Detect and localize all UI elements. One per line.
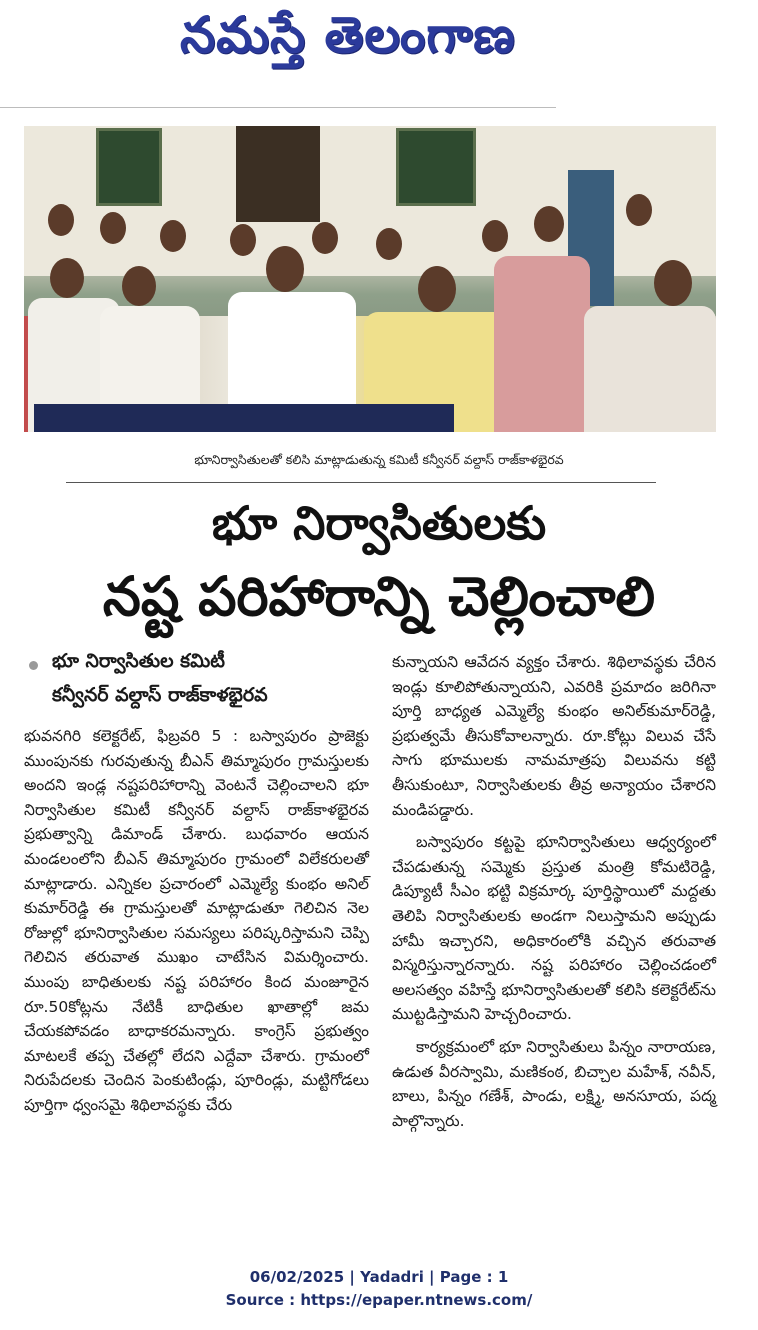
photo-table <box>34 404 454 432</box>
article-column-left <box>24 724 369 1118</box>
footer-edition-info: 06/02/2025 | Yadadri | Page : 1 <box>249 1268 509 1286</box>
photo-person-body <box>228 292 356 412</box>
subheadline-line-1: భూ నిర్వాసితుల కమిటీ <box>52 650 225 672</box>
article-paragraph: కున్నాయని ఆవేదన వ్యక్తం చేశారు. శిథిలావస్థకు చేరిన ఇండ్లు కూలిపోతున్నాయని, ఎవరికి ప్రమాదం జరిగినా పూర్తి బాధ్యత ఎమ్మెల్యే కుంభం అనిల్‌కుమార్‌రెడ్డి, ప్రభుత్వమే తీసుకోవాలన్నారు. రూ.కోట్లు విలువ చేసే సాగు భూములకు నామమాత్రపు విలువను కట్టి తీసుకుంటూ, నిర్వాసితులకు తీవ్ర అన్యాయం చేశారని మండిపడ్డారు. <box>392 653 716 819</box>
photo-person <box>48 204 74 236</box>
subheadline-line-2: కన్వీనర్ వల్దాస్ రాజ్‌కాళభైరవ <box>52 684 268 706</box>
photo-caption: భూనిర్వాసితులతో కలిసి మాట్లాడుతున్న కమిటీ కన్వీనర్ వల్దాస్ రాజ్‌కాళభైరవ <box>194 452 564 467</box>
photo-window-left <box>96 128 162 206</box>
footer-source-link[interactable]: Source : https://epaper.ntnews.com/ <box>225 1291 533 1309</box>
photo-person <box>230 224 256 256</box>
article-column-right <box>392 650 716 1141</box>
article-paragraph: బస్వాపురం కట్టపై భూనిర్వాసితులు ఆధ్వర్యంలో చేపడుతున్న సమ్మెకు ప్రస్తుత మంత్రి కోమటిరెడ్డి, డిప్యూటీ సీఎం భట్టి విక్రమార్క పూర్తిస్థాయిలో మద్దతు తెలిపి నిర్వాసితులకు అండగా నిలుస్తామని అప్పుడు హామీ ఇచ్చారని, అధికారంలోకి వచ్చిన తరువాత విస్మరిస్తున్నారన్నారు. నష్ట పరిహారం చెల్లించడంలో అలసత్వం వహిస్తే భూనిర్వాసితులతో కలిసి కలెక్టరేట్‌ను ముట్టడిస్తామని హెచ్చరించారు. <box>392 833 716 1024</box>
article-paragraph: భువనగిరి కలెక్టరేట్, ఫిబ్రవరి 5 : బస్వాపురం ప్రాజెక్టు ముంపునకు గురవుతున్న బీఎన్ తిమ్మాపురం గ్రామస్తులకు అందని ఇండ్ల నష్టపరిహారాన్ని వెంటనే చెల్లించాలని భూ నిర్వాసితుల కమిటీ కన్వీనర్ వల్దాస్ రాజ్‌కాళభైరవ ప్రభుత్వాన్ని డిమాండ్ చేశారు. బుధవారం ఆయన మండలంలోని బీఎన్ తిమ్మాపురం గ్రామంలో విలేకరులతో మాట్లాడారు. ఎన్నికల ప్రచారంలో ఎమ్మెల్యే కుంభం అనిల్ కుమార్‌రెడ్డి ఈ గ్రామస్తులతో మాట్లాడుతూ గెలిచిన నెల రోజుల్లో భూనిర్వాసితుల సమస్యలు పరిష్కరిస్తామని చెప్పి గెలిచిన తరువాత ముఖం చాటేసిన విమర్శించారు. ముంపు బాధితులకు నష్ట పరిహారం కింద మంజూరైన రూ.50కోట్లను నేటికీ బాధితుల ఖాతాల్లో జమ చేయకపోవడం బాధాకరమన్నారు. కాంగ్రెస్ ప్రభుత్వం మాటలకే తప్ప చేతల్లో లేదని ఎద్దేవా చేశారు. గ్రామంలో నిరుపేదలకు చెందిన పెంకుటిండ్లు, పూరిండ్లు, మట్టిగోడలు పూర్తిగా ధ్వంసమై శిథిలావస్థకు చేరు <box>24 727 369 1114</box>
photo-person <box>160 220 186 252</box>
photo-person <box>534 206 564 242</box>
photo-person <box>376 228 402 260</box>
photo-person <box>50 258 84 298</box>
photo-person-body <box>494 256 590 432</box>
photo-person <box>122 266 156 306</box>
headline-line-1: భూ నిర్వాసితులకు <box>211 496 547 550</box>
photo-person <box>626 194 652 226</box>
newspaper-logo: నమస్తే తెలంగాణ <box>180 6 516 64</box>
photo-person <box>482 220 508 252</box>
photo-doorway <box>236 126 320 222</box>
masthead <box>0 0 758 100</box>
photo-person <box>418 266 456 312</box>
article-paragraph: కార్యక్రమంలో భూ నిర్వాసితులు పిన్నం నారాయణ, ఉడుత వీరస్వామి, మణికంఠ, బిచ్చాల మహేశ్, నవీన్, బాలు, పిన్నం గణేశ్, పాండు, లక్ష్మి, అనసూయ, పద్మ పాల్గొన్నారు. <box>392 1037 716 1130</box>
photo-person <box>100 212 126 244</box>
photo-window-right <box>396 128 476 206</box>
caption-divider <box>66 482 656 483</box>
photo-person <box>266 246 304 292</box>
headline-line-2: నష్ట పరిహారాన్ని చెల్లించాలి <box>102 565 656 628</box>
photo-person-body <box>584 306 716 432</box>
bullet-icon <box>29 661 38 670</box>
news-photo <box>24 126 716 432</box>
masthead-divider <box>0 107 556 108</box>
photo-person <box>312 222 338 254</box>
photo-person <box>654 260 692 306</box>
